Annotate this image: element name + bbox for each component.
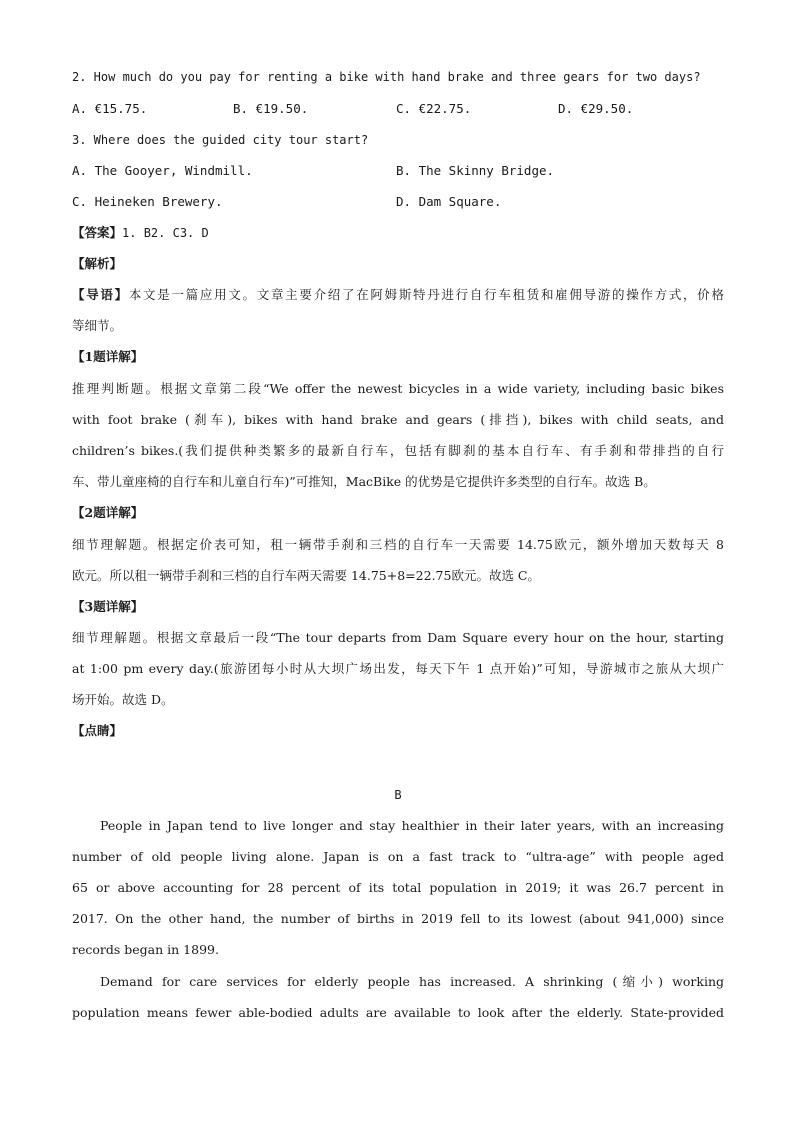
q1-detail-line-4: 车、带儿童座椅的自行车和儿童自行车)”可推知，MacBike 的优势是它提供许多类型的自行车。故选 B。 xyxy=(72,474,656,489)
analysis-tag: 【解析】 xyxy=(72,256,123,271)
q3-detail-line-1: 细节理解题。根据文章最后一段“The tour departs from Dam Square every hour on the hour, starting xyxy=(72,630,724,645)
passage-line-5: records began in 1899. xyxy=(72,942,219,957)
answer-text: 1. B2. C3. D xyxy=(122,226,209,240)
q1-detail-tag: 【1题详解】 xyxy=(72,349,144,364)
section-b-heading: B xyxy=(394,788,402,802)
question-2: 2. How much do you pay for renting a bike with hand brake and three gears for two days? xyxy=(72,70,701,84)
passage-line-6: Demand for care services for elderly people has increased. A shrinking (缩小) working xyxy=(100,974,724,989)
question-3: 3. Where does the guided city tour start? xyxy=(72,133,369,147)
intro-line-1 xyxy=(72,285,724,305)
q1-detail-line-3: children’s bikes.(我们提供种类繁多的最新自行车，包括有脚刹的基本自行车、有手刹和带排挡的自行 xyxy=(72,443,724,458)
q2-option-d: D. €29.50. xyxy=(558,101,634,116)
q2-option-c: C. €22.75. xyxy=(396,101,472,116)
q2-option-b: B. €19.50. xyxy=(233,101,309,116)
q3-option-c: C. Heineken Brewery. xyxy=(72,194,223,209)
q3-option-b: B. The Skinny Bridge. xyxy=(396,163,555,178)
intro-text-1: 本文是一篇应用文。文章主要介绍了在阿姆斯特丹进行自行车租赁和雇佣导游的操作方式，价格 xyxy=(128,287,724,302)
comment-tag: 【点睛】 xyxy=(72,723,123,738)
q2-detail-line-1: 细节理解题。根据定价表可知，租一辆带手刹和三档的自行车一天需要 14.75欧元，额外增加天数每天 8 xyxy=(72,537,724,552)
passage-line-2: number of old people living alone. Japan is on a fast track to “ultra-age” with people aged xyxy=(72,849,724,864)
q3-detail-tag: 【3题详解】 xyxy=(72,599,144,614)
answer-tag: 【答案】 xyxy=(72,225,123,240)
q1-detail-line-2: with foot brake (刹车), bikes with hand brake and gears (排挡), bikes with child seats, and xyxy=(72,412,724,427)
intro-tag: 【导语】 xyxy=(72,287,129,302)
intro-line-2: 等细节。 xyxy=(72,318,123,333)
q3-detail-line-3: 场开始。故选 D。 xyxy=(72,692,174,707)
q2-detail-tag: 【2题详解】 xyxy=(72,505,144,520)
q2-detail-line-2: 欧元。所以租一辆带手刹和三档的自行车两天需要 14.75+8=22.75欧元。故选 C。 xyxy=(72,568,540,583)
answer-line xyxy=(72,223,724,243)
q3-detail-line-2: at 1:00 pm every day.(旅游团每小时从大坝广场出发，每天下午 1 点开始)”可知，导游城市之旅从大坝广 xyxy=(72,661,724,676)
q2-option-a: A. €15.75. xyxy=(72,101,148,116)
q3-option-d: D. Dam Square. xyxy=(396,194,502,209)
passage-line-7: population means fewer able-bodied adults are available to look after the elderly. State-provided xyxy=(72,1005,724,1020)
passage-line-4: 2017. On the other hand, the number of births in 2019 fell to its lowest (about 941,000) since xyxy=(72,911,724,926)
passage-line-3: 65 or above accounting for 28 percent of its total population in 2019; it was 26.7 percent in xyxy=(72,880,724,895)
q3-option-a: A. The Gooyer, Windmill. xyxy=(72,163,253,178)
q1-detail-line-1: 推理判断题。根据文章第二段“We offer the newest bicycles in a wide variety, including basic bikes xyxy=(72,381,724,396)
passage-line-1: People in Japan tend to live longer and stay healthier in their later years, with an increasing xyxy=(100,818,724,833)
